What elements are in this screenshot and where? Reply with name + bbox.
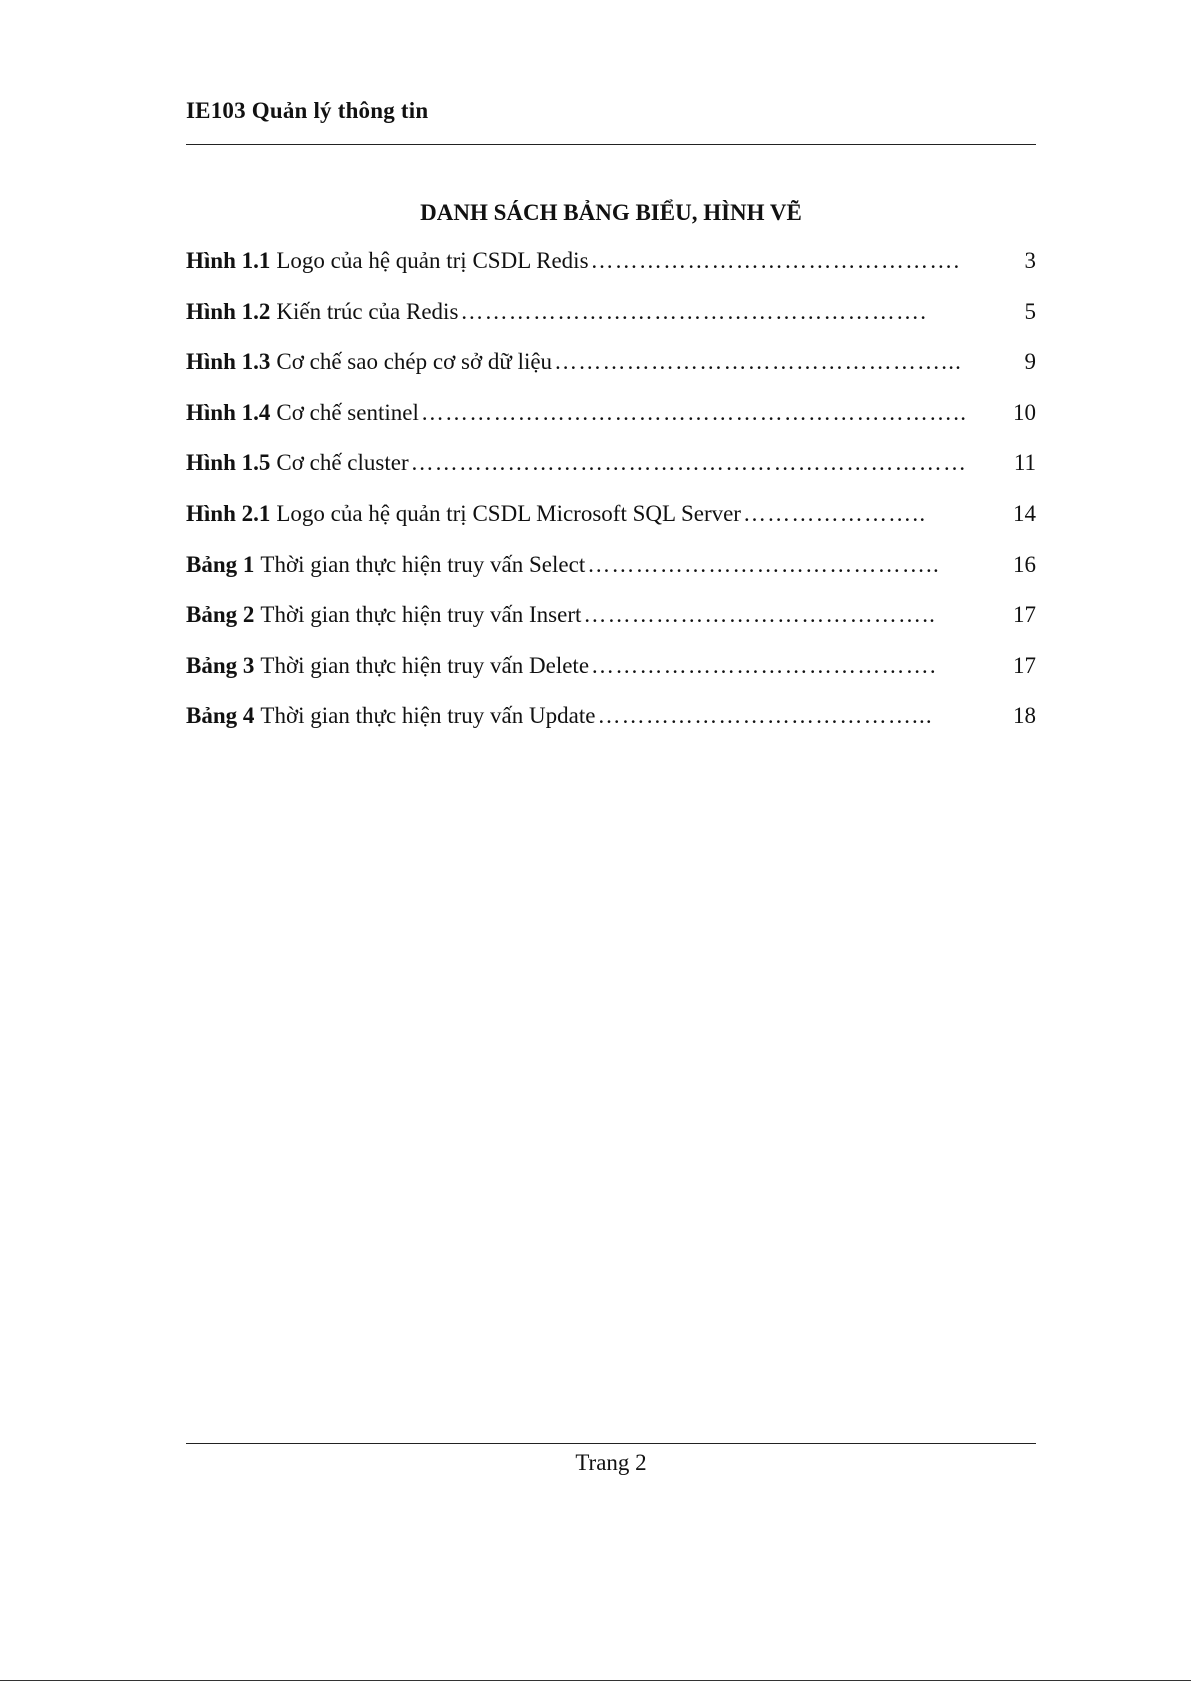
entry-leader-dots: …………………………………….	[591, 652, 937, 678]
entry-label: Hình 1.1	[186, 248, 271, 273]
entry-page-number: 16	[1013, 551, 1036, 577]
list-entry[interactable]	[186, 349, 1036, 400]
entry-label: Bảng 4	[186, 703, 255, 729]
entry-leader-dots: …………………..	[742, 500, 927, 526]
list-entry[interactable]	[186, 299, 1036, 350]
entry-caption: Thời gian thực hiện truy vấn Delete	[260, 652, 590, 678]
entry-leader-dots: …………………………………………………………..	[420, 399, 968, 425]
entry-caption: Thời gian thực hiện truy vấn Select	[260, 551, 586, 577]
entry-page-number: 17	[1013, 602, 1036, 628]
entry-leader-dots: ……………………………………………………………	[410, 450, 968, 476]
entry-leader-dots: ……………………………………..	[587, 551, 940, 577]
entry-label: Bảng 2	[186, 602, 255, 628]
list-entry[interactable]	[186, 653, 1036, 704]
footer-page-number: Trang 2	[575, 1450, 647, 1475]
entry-caption: Kiến trúc của Redis	[276, 298, 459, 324]
entry-label: Bảng 3	[186, 652, 255, 678]
entry-caption: Cơ chế cluster	[276, 450, 409, 476]
entry-page-number: 17	[1013, 652, 1036, 678]
page-bottom-edge	[0, 1680, 1191, 1681]
entry-page-number: 11	[1013, 450, 1036, 476]
entry-label: Hình 1.2	[186, 298, 271, 324]
entry-leader-dots: ………………………………………………….	[460, 298, 928, 324]
list-of-figures-title: DANH SÁCH BẢNG BIỂU, HÌNH VẼ	[420, 200, 802, 225]
header-rule	[186, 144, 1036, 145]
entry-label: Bảng 1	[186, 551, 255, 577]
entry-leader-dots: ……………………………………….	[590, 248, 961, 273]
figure-table-list	[186, 248, 1036, 754]
entry-page-number: 18	[1013, 703, 1036, 729]
entry-caption: Logo của hệ quản trị CSDL Microsoft SQL Server	[276, 500, 741, 526]
list-entry[interactable]	[186, 501, 1036, 552]
entry-page-number: 5	[1024, 298, 1036, 324]
list-entry[interactable]	[186, 450, 1036, 501]
entry-leader-dots: ……………………………………..	[583, 602, 937, 628]
entry-caption: Logo của hệ quản trị CSDL Redis	[276, 248, 589, 273]
footer-rule	[186, 1443, 1036, 1444]
entry-page-number: 14	[1013, 500, 1036, 526]
entry-caption: Cơ chế sentinel	[276, 399, 419, 425]
entry-page-number: 9	[1024, 349, 1036, 375]
entry-page-number: 10	[1013, 399, 1036, 425]
list-entry[interactable]	[186, 552, 1036, 603]
running-header-title: IE103 Quản lý thông tin	[186, 98, 429, 123]
list-entry[interactable]	[186, 400, 1036, 451]
entry-label: Hình 1.3	[186, 349, 271, 375]
list-entry[interactable]	[186, 248, 1036, 299]
entry-leader-dots: …………………………………………...	[554, 349, 963, 375]
entry-label: Hình 1.4	[186, 399, 271, 425]
entry-leader-dots: …………………………………...	[597, 703, 933, 729]
entry-caption: Thời gian thực hiện truy vấn Update	[260, 703, 596, 729]
entry-label: Hình 1.5	[186, 450, 271, 476]
entry-caption: Thời gian thực hiện truy vấn Insert	[260, 602, 582, 628]
list-entry[interactable]	[186, 703, 1036, 754]
entry-caption: Cơ chế sao chép cơ sở dữ liệu	[276, 349, 553, 375]
list-entry[interactable]	[186, 602, 1036, 653]
entry-label: Hình 2.1	[186, 500, 271, 526]
entry-page-number: 3	[1024, 248, 1036, 273]
